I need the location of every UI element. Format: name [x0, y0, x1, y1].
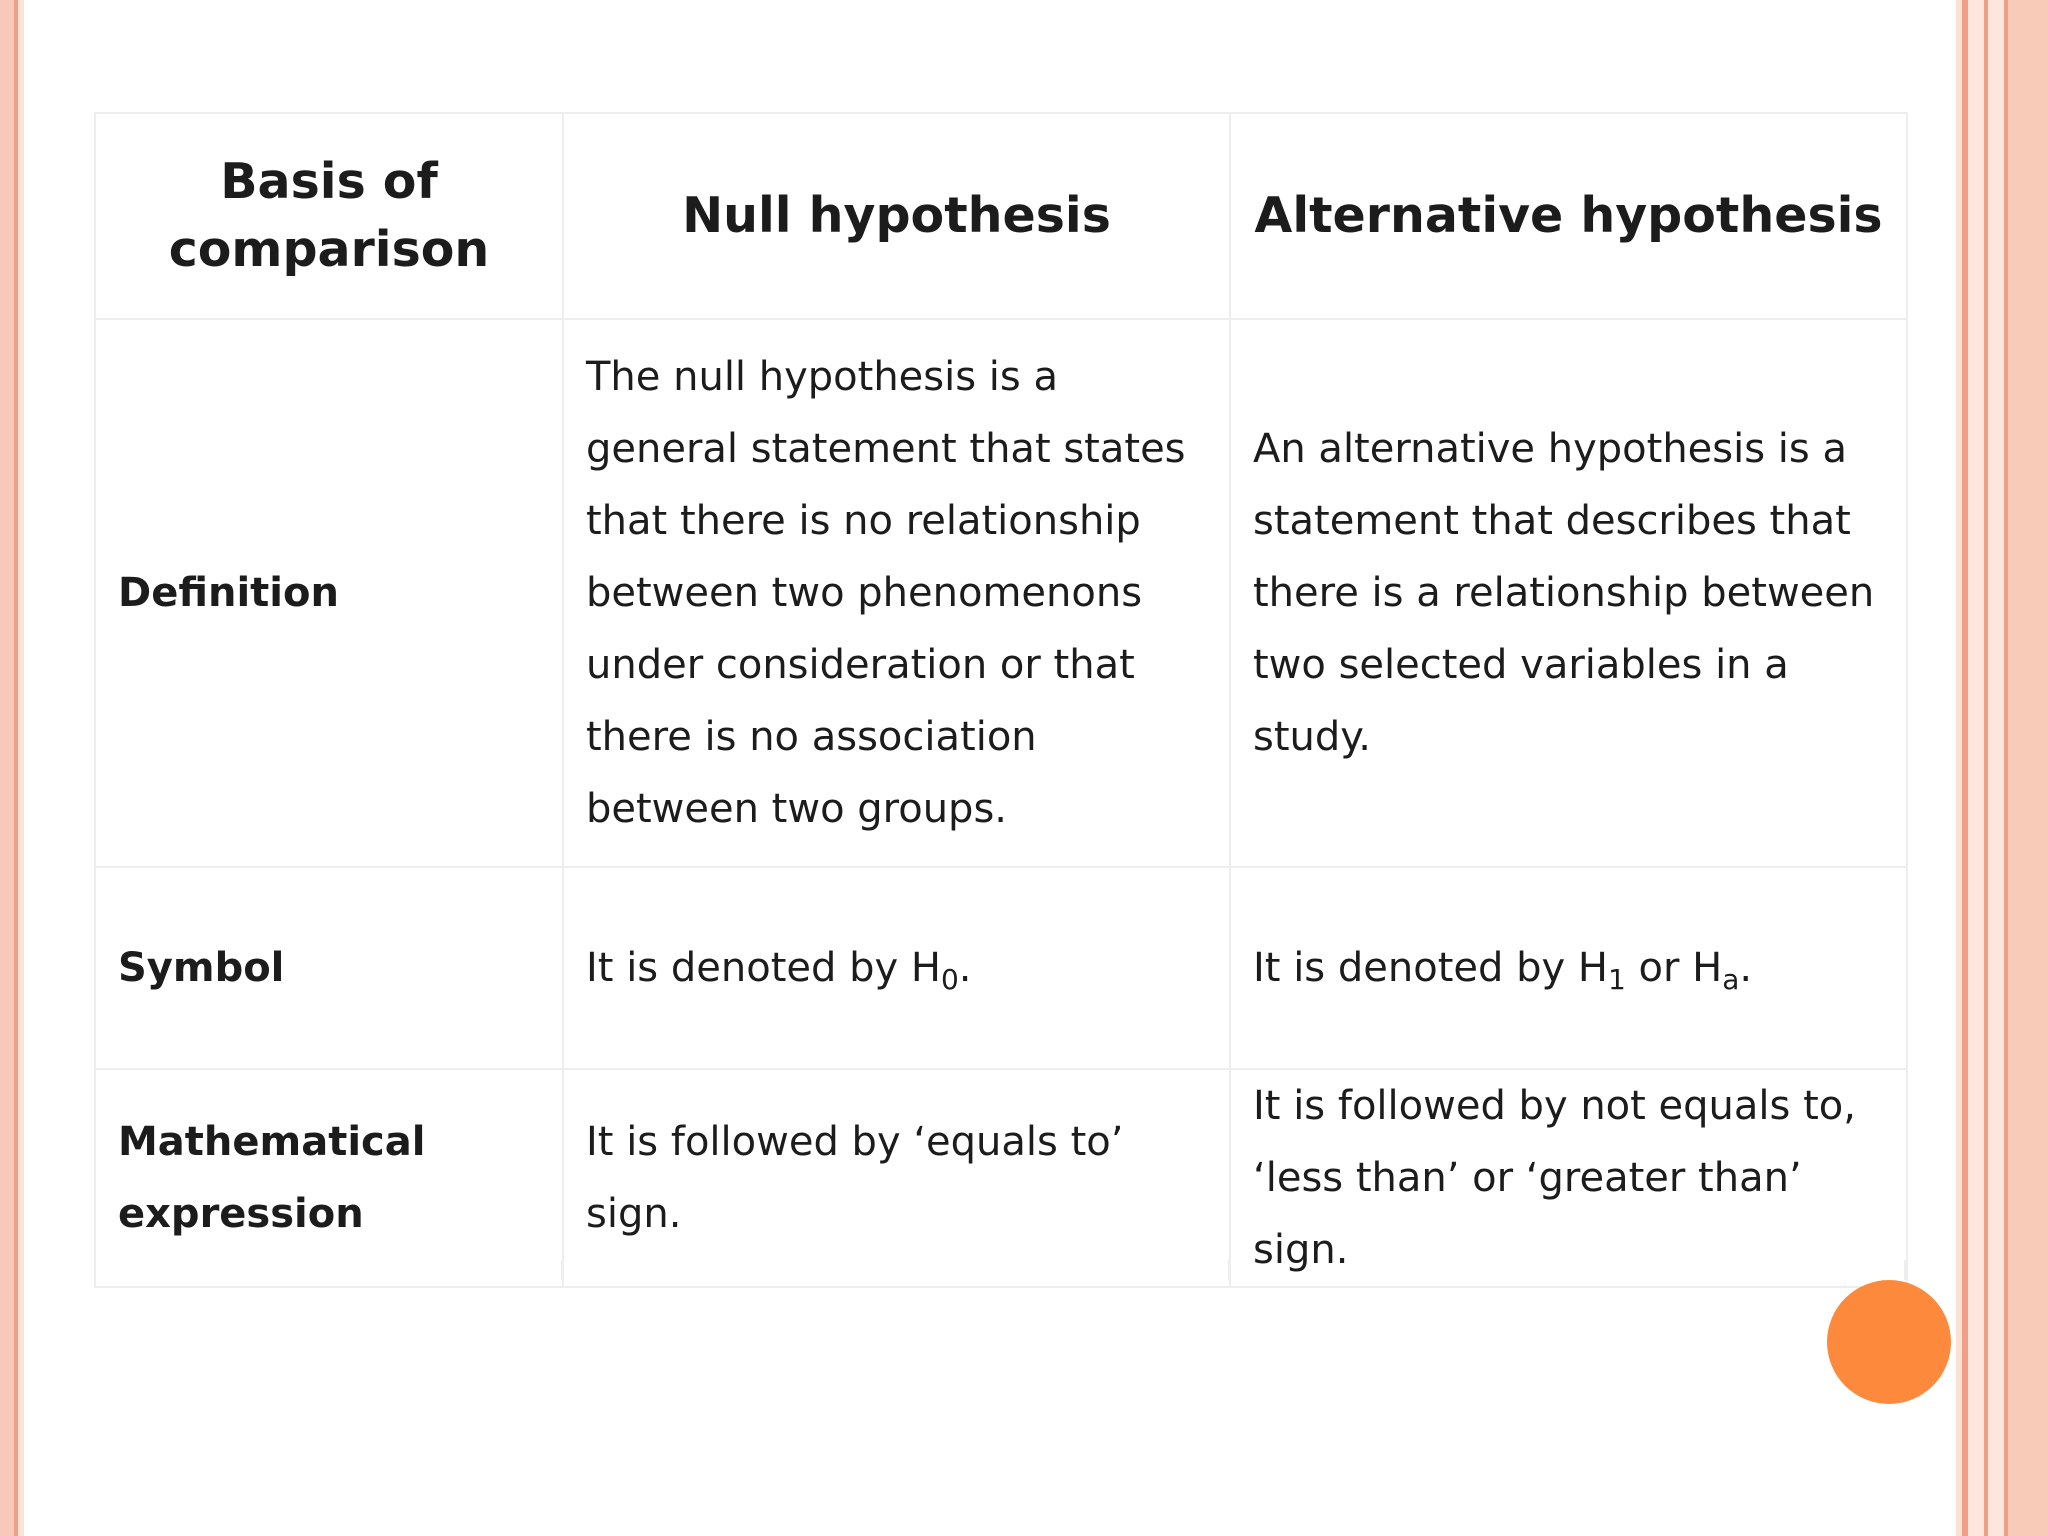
header-basis: Basis of comparison	[95, 113, 563, 319]
right-stripe-5	[1988, 0, 2004, 1536]
table-row-symbol	[95, 867, 1907, 1069]
symbol-alt-subscript-a: a	[1722, 963, 1740, 996]
table-row-definition	[95, 319, 1907, 867]
row-label-definition: Definition	[95, 319, 563, 867]
cell-math-alternative: It is followed by not equals to, ‘less than’ or ‘greater than’ sign.	[1230, 1069, 1907, 1287]
symbol-alt-prefix: It is denoted by H	[1253, 945, 1608, 991]
row-label-symbol: Symbol	[95, 867, 563, 1069]
cell-definition-alternative: An alternative hypothesis is a statement that describes that there is a relationship between two selected variables in a study.	[1230, 319, 1907, 867]
symbol-alt-suffix: .	[1739, 945, 1753, 991]
table-stub-3	[1228, 1260, 1230, 1280]
header-null: Null hypothesis	[563, 113, 1230, 319]
header-alternative: Alternative hypothesis	[1230, 113, 1907, 319]
cell-symbol-null	[563, 867, 1230, 1069]
accent-circle	[1827, 1280, 1951, 1404]
right-stripe-7	[2008, 0, 2048, 1536]
left-stripe-inner	[18, 0, 24, 1536]
symbol-null-subscript: 0	[940, 963, 959, 996]
symbol-null-prefix: It is denoted by H	[586, 945, 941, 991]
row-label-math: Mathematical expression	[95, 1069, 563, 1287]
symbol-alt-middle: or H	[1625, 945, 1723, 991]
left-stripe-outer	[0, 0, 14, 1536]
table-stub-4	[1904, 1260, 1906, 1280]
comparison-table	[94, 112, 1908, 1288]
cell-definition-null: The null hypothesis is a general statement that states that there is no relationship between two phenomenons under consideration or that there is no association between two groups.	[563, 319, 1230, 867]
symbol-null-suffix: .	[958, 945, 972, 991]
table-header-row	[95, 113, 1907, 319]
table-row-math	[95, 1069, 1907, 1287]
table-stub-1	[94, 1260, 96, 1280]
cell-symbol-alternative	[1230, 867, 1907, 1069]
right-stripe-3	[1968, 0, 1984, 1536]
table-stub-2	[561, 1260, 563, 1280]
cell-math-null: It is followed by ‘equals to’ sign.	[563, 1069, 1230, 1287]
symbol-alt-subscript-1: 1	[1607, 963, 1626, 996]
